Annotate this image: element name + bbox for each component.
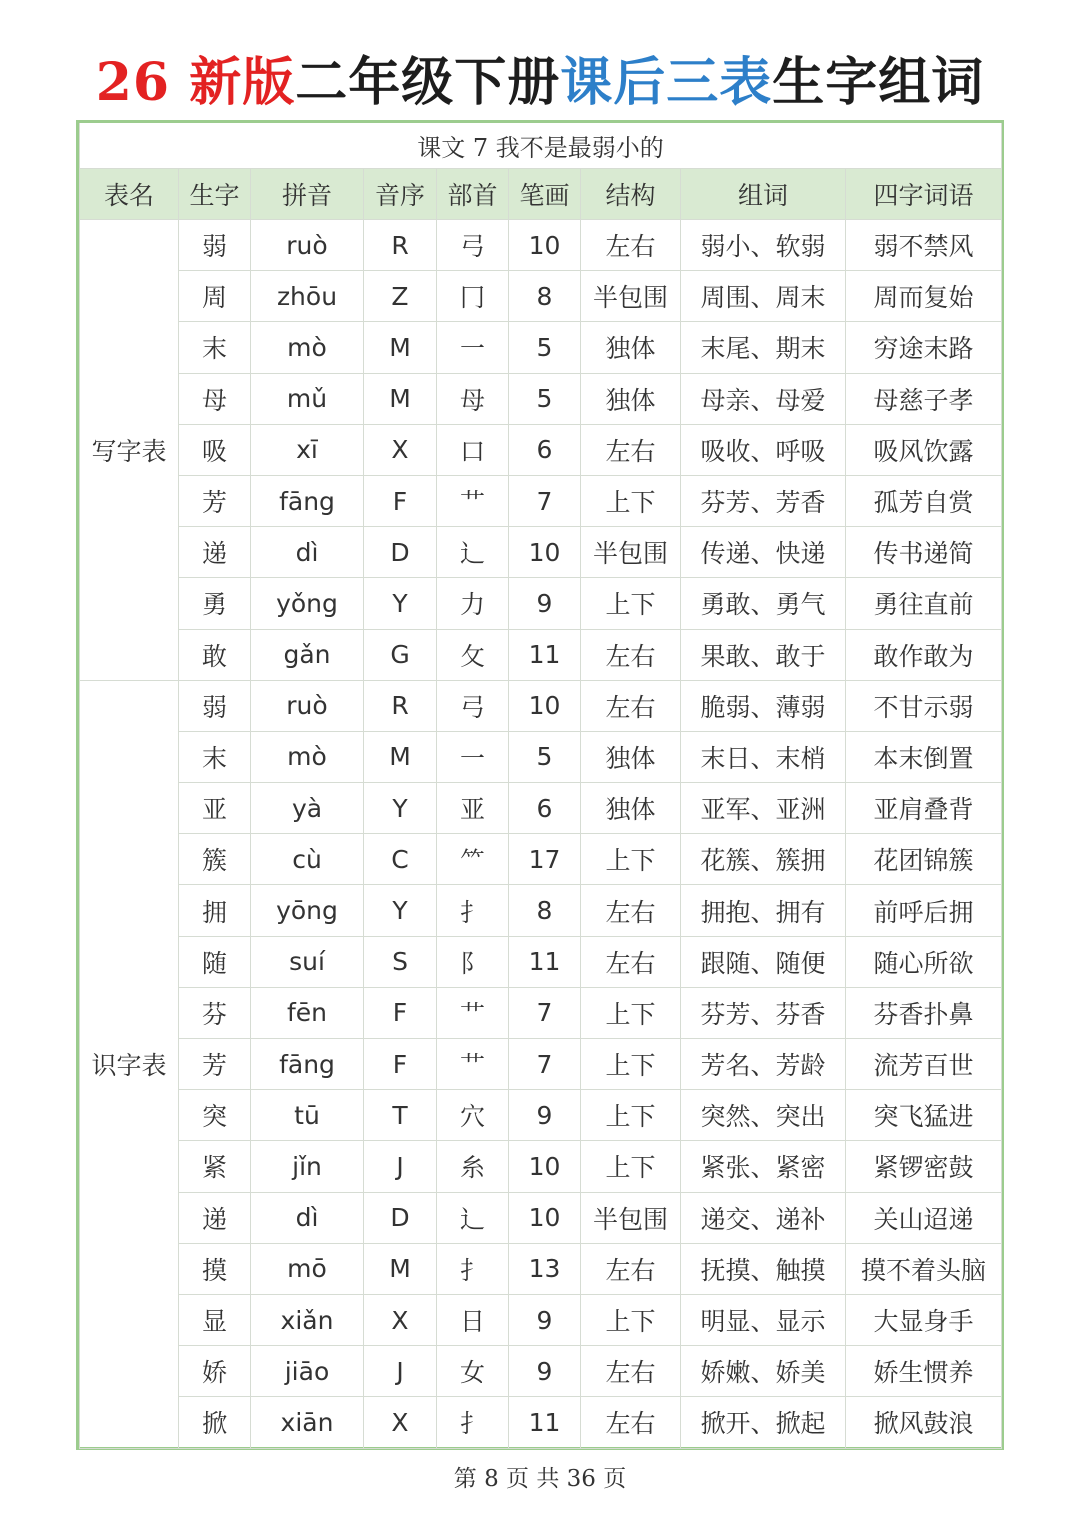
- word-group-cell: 跟随、随便: [681, 936, 846, 987]
- radical-cell: 艹: [437, 475, 509, 526]
- pinyin-cell: zhōu: [251, 271, 364, 322]
- initial-cell: Y: [364, 578, 437, 629]
- word-group-cell: 拥抱、拥有: [681, 885, 846, 936]
- structure-cell: 半包围: [581, 527, 681, 578]
- table-row: [80, 1141, 1002, 1192]
- word-group-cell: 果敢、敢于: [681, 629, 846, 680]
- structure-cell: 左右: [581, 629, 681, 680]
- initial-cell: S: [364, 936, 437, 987]
- stroke-count-cell: 7: [509, 1039, 581, 1090]
- structure-cell: 上下: [581, 1090, 681, 1141]
- column-header: 结构: [581, 169, 681, 220]
- radical-cell: 日: [437, 1294, 509, 1345]
- character-cell: 母: [179, 373, 251, 424]
- character-cell: 敢: [179, 629, 251, 680]
- word-group-cell: 弱小、软弱: [681, 220, 846, 271]
- column-header: 音序: [364, 169, 437, 220]
- initial-cell: F: [364, 987, 437, 1038]
- initial-cell: Y: [364, 783, 437, 834]
- initial-cell: J: [364, 1141, 437, 1192]
- page-footer: 第 8 页 共 36 页: [453, 1466, 627, 1492]
- initial-cell: M: [364, 1243, 437, 1294]
- pinyin-cell: xiān: [251, 1397, 364, 1448]
- idiom-cell: 花团锦簇: [846, 834, 1002, 885]
- idiom-cell: 流芳百世: [846, 1039, 1002, 1090]
- stroke-count-cell: 9: [509, 578, 581, 629]
- table-row: [80, 424, 1002, 475]
- idiom-cell: 勇往直前: [846, 578, 1002, 629]
- word-group-cell: 芬芳、芳香: [681, 475, 846, 526]
- initial-cell: F: [364, 475, 437, 526]
- stroke-count-cell: 11: [509, 936, 581, 987]
- word-group-cell: 紧张、紧密: [681, 1141, 846, 1192]
- table-row: [80, 1294, 1002, 1345]
- word-group-cell: 脆弱、薄弱: [681, 680, 846, 731]
- idiom-cell: 大显身手: [846, 1294, 1002, 1345]
- structure-cell: 左右: [581, 424, 681, 475]
- stroke-count-cell: 8: [509, 271, 581, 322]
- word-group-cell: 掀开、掀起: [681, 1397, 846, 1448]
- initial-cell: J: [364, 1346, 437, 1397]
- idiom-cell: 不甘示弱: [846, 680, 1002, 731]
- pinyin-cell: yōng: [251, 885, 364, 936]
- column-header: 四字词语: [846, 169, 1002, 220]
- idiom-cell: 弱不禁风: [846, 220, 1002, 271]
- word-group-cell: 芬芳、芬香: [681, 987, 846, 1038]
- header-row: [80, 169, 1002, 220]
- character-cell: 吸: [179, 424, 251, 475]
- structure-cell: 上下: [581, 475, 681, 526]
- initial-cell: M: [364, 322, 437, 373]
- idiom-cell: 娇生惯养: [846, 1346, 1002, 1397]
- radical-cell: 弓: [437, 680, 509, 731]
- structure-cell: 独体: [581, 322, 681, 373]
- title-part-2: 二年级下册: [295, 52, 561, 113]
- column-header: 组词: [681, 169, 846, 220]
- word-group-cell: 勇敢、勇气: [681, 578, 846, 629]
- pinyin-cell: tū: [251, 1090, 364, 1141]
- idiom-cell: 母慈子孝: [846, 373, 1002, 424]
- radical-cell: 一: [437, 731, 509, 782]
- initial-cell: M: [364, 373, 437, 424]
- idiom-cell: 敢作敢为: [846, 629, 1002, 680]
- pinyin-cell: mò: [251, 322, 364, 373]
- character-cell: 芳: [179, 1039, 251, 1090]
- stroke-count-cell: 11: [509, 629, 581, 680]
- stroke-count-cell: 10: [509, 1141, 581, 1192]
- character-cell: 显: [179, 1294, 251, 1345]
- idiom-cell: 随心所欲: [846, 936, 1002, 987]
- radical-cell: 糸: [437, 1141, 509, 1192]
- idiom-cell: 突飞猛进: [846, 1090, 1002, 1141]
- character-cell: 末: [179, 731, 251, 782]
- stroke-count-cell: 9: [509, 1294, 581, 1345]
- word-group-cell: 母亲、母爱: [681, 373, 846, 424]
- pinyin-cell: ruò: [251, 220, 364, 271]
- word-group-cell: 亚军、亚洲: [681, 783, 846, 834]
- character-cell: 摸: [179, 1243, 251, 1294]
- pinyin-cell: cù: [251, 834, 364, 885]
- initial-cell: M: [364, 731, 437, 782]
- table-row: [80, 629, 1002, 680]
- pinyin-cell: mō: [251, 1243, 364, 1294]
- idiom-cell: 孤芳自赏: [846, 475, 1002, 526]
- radical-cell: 艹: [437, 987, 509, 1038]
- word-group-cell: 娇嫩、娇美: [681, 1346, 846, 1397]
- table-row: [80, 271, 1002, 322]
- stroke-count-cell: 7: [509, 475, 581, 526]
- initial-cell: D: [364, 1192, 437, 1243]
- idiom-cell: 前呼后拥: [846, 885, 1002, 936]
- vocab-table-frame: [76, 120, 1004, 1450]
- word-group-cell: 递交、递补: [681, 1192, 846, 1243]
- pinyin-cell: mò: [251, 731, 364, 782]
- initial-cell: F: [364, 1039, 437, 1090]
- word-group-cell: 突然、突出: [681, 1090, 846, 1141]
- structure-cell: 左右: [581, 936, 681, 987]
- word-group-cell: 末日、末梢: [681, 731, 846, 782]
- column-header: 生字: [179, 169, 251, 220]
- structure-cell: 上下: [581, 1039, 681, 1090]
- structure-cell: 左右: [581, 680, 681, 731]
- character-cell: 弱: [179, 680, 251, 731]
- radical-cell: 扌: [437, 885, 509, 936]
- table-row: [80, 373, 1002, 424]
- radical-cell: ⺮: [437, 834, 509, 885]
- table-row: [80, 578, 1002, 629]
- pinyin-cell: fāng: [251, 1039, 364, 1090]
- table-row: [80, 783, 1002, 834]
- column-header: 笔画: [509, 169, 581, 220]
- radical-cell: 穴: [437, 1090, 509, 1141]
- stroke-count-cell: 13: [509, 1243, 581, 1294]
- table-row: [80, 987, 1002, 1038]
- pinyin-cell: dì: [251, 1192, 364, 1243]
- table-row: [80, 680, 1002, 731]
- initial-cell: G: [364, 629, 437, 680]
- structure-cell: 上下: [581, 578, 681, 629]
- word-group-cell: 传递、快递: [681, 527, 846, 578]
- structure-cell: 独体: [581, 783, 681, 834]
- structure-cell: 左右: [581, 220, 681, 271]
- structure-cell: 上下: [581, 834, 681, 885]
- radical-cell: 艹: [437, 1039, 509, 1090]
- structure-cell: 左右: [581, 1346, 681, 1397]
- radical-cell: 一: [437, 322, 509, 373]
- pinyin-cell: fāng: [251, 475, 364, 526]
- pinyin-cell: yǒng: [251, 578, 364, 629]
- idiom-cell: 本末倒置: [846, 731, 1002, 782]
- idiom-cell: 关山迢递: [846, 1192, 1002, 1243]
- idiom-cell: 周而复始: [846, 271, 1002, 322]
- stroke-count-cell: 10: [509, 680, 581, 731]
- initial-cell: X: [364, 1397, 437, 1448]
- radical-cell: 攵: [437, 629, 509, 680]
- character-cell: 娇: [179, 1346, 251, 1397]
- pinyin-cell: jiāo: [251, 1346, 364, 1397]
- word-group-cell: 抚摸、触摸: [681, 1243, 846, 1294]
- table-row: [80, 1192, 1002, 1243]
- character-cell: 紧: [179, 1141, 251, 1192]
- idiom-cell: 亚肩叠背: [846, 783, 1002, 834]
- table-row: [80, 1090, 1002, 1141]
- character-cell: 周: [179, 271, 251, 322]
- initial-cell: Y: [364, 885, 437, 936]
- pinyin-cell: yà: [251, 783, 364, 834]
- stroke-count-cell: 7: [509, 987, 581, 1038]
- stroke-count-cell: 10: [509, 527, 581, 578]
- initial-cell: C: [364, 834, 437, 885]
- table-row: [80, 1243, 1002, 1294]
- word-group-cell: 周围、周末: [681, 271, 846, 322]
- pinyin-cell: mǔ: [251, 373, 364, 424]
- stroke-count-cell: 10: [509, 220, 581, 271]
- radical-cell: 女: [437, 1346, 509, 1397]
- table-row: [80, 885, 1002, 936]
- page-title: [0, 40, 1080, 115]
- table-row: [80, 322, 1002, 373]
- vocab-table: [79, 123, 1002, 1449]
- radical-cell: 母: [437, 373, 509, 424]
- word-group-cell: 芳名、芳龄: [681, 1039, 846, 1090]
- radical-cell: 扌: [437, 1243, 509, 1294]
- pinyin-cell: dì: [251, 527, 364, 578]
- structure-cell: 左右: [581, 1397, 681, 1448]
- character-cell: 勇: [179, 578, 251, 629]
- initial-cell: X: [364, 1294, 437, 1345]
- pinyin-cell: ruò: [251, 680, 364, 731]
- structure-cell: 上下: [581, 987, 681, 1038]
- structure-cell: 独体: [581, 373, 681, 424]
- idiom-cell: 穷途末路: [846, 322, 1002, 373]
- stroke-count-cell: 9: [509, 1090, 581, 1141]
- title-part-3: 课后三表: [560, 52, 773, 113]
- stroke-count-cell: 8: [509, 885, 581, 936]
- word-group-cell: 吸收、呼吸: [681, 424, 846, 475]
- pinyin-cell: xī: [251, 424, 364, 475]
- initial-cell: D: [364, 527, 437, 578]
- stroke-count-cell: 9: [509, 1346, 581, 1397]
- table-row: [80, 475, 1002, 526]
- pinyin-cell: fēn: [251, 987, 364, 1038]
- word-group-cell: 花簇、簇拥: [681, 834, 846, 885]
- radical-cell: 扌: [437, 1397, 509, 1448]
- table-row: [80, 527, 1002, 578]
- structure-cell: 左右: [581, 1243, 681, 1294]
- radical-cell: 辶: [437, 527, 509, 578]
- column-header: 拼音: [251, 169, 364, 220]
- stroke-count-cell: 5: [509, 322, 581, 373]
- character-cell: 末: [179, 322, 251, 373]
- word-group-cell: 末尾、期末: [681, 322, 846, 373]
- character-cell: 簇: [179, 834, 251, 885]
- stroke-count-cell: 10: [509, 1192, 581, 1243]
- structure-cell: 半包围: [581, 1192, 681, 1243]
- character-cell: 递: [179, 527, 251, 578]
- title-part-4: 生字组词: [772, 52, 985, 113]
- character-cell: 拥: [179, 885, 251, 936]
- radical-cell: 力: [437, 578, 509, 629]
- stroke-count-cell: 5: [509, 373, 581, 424]
- radical-cell: 口: [437, 424, 509, 475]
- stroke-count-cell: 5: [509, 731, 581, 782]
- stroke-count-cell: 17: [509, 834, 581, 885]
- stroke-count-cell: 11: [509, 1397, 581, 1448]
- initial-cell: X: [364, 424, 437, 475]
- character-cell: 芬: [179, 987, 251, 1038]
- pinyin-cell: suí: [251, 936, 364, 987]
- character-cell: 掀: [179, 1397, 251, 1448]
- idiom-cell: 摸不着头脑: [846, 1243, 1002, 1294]
- pinyin-cell: jǐn: [251, 1141, 364, 1192]
- table-row: [80, 220, 1002, 271]
- group-name-cell: 写字表: [80, 220, 179, 681]
- initial-cell: R: [364, 680, 437, 731]
- radical-cell: 辶: [437, 1192, 509, 1243]
- stroke-count-cell: 6: [509, 783, 581, 834]
- group-name-cell: 识字表: [80, 680, 179, 1448]
- table-row: [80, 1039, 1002, 1090]
- structure-cell: 左右: [581, 885, 681, 936]
- stroke-count-cell: 6: [509, 424, 581, 475]
- table-row: [80, 1346, 1002, 1397]
- idiom-cell: 传书递简: [846, 527, 1002, 578]
- character-cell: 突: [179, 1090, 251, 1141]
- table-body: [80, 220, 1002, 1449]
- initial-cell: T: [364, 1090, 437, 1141]
- word-group-cell: 明显、显示: [681, 1294, 846, 1345]
- pinyin-cell: xiǎn: [251, 1294, 364, 1345]
- lesson-title: 课文 7 我不是最弱小的: [80, 123, 1002, 169]
- idiom-cell: 紧锣密鼓: [846, 1141, 1002, 1192]
- column-header: 表名: [80, 169, 179, 220]
- structure-cell: 上下: [581, 1141, 681, 1192]
- character-cell: 芳: [179, 475, 251, 526]
- structure-cell: 上下: [581, 1294, 681, 1345]
- radical-cell: 弓: [437, 220, 509, 271]
- radical-cell: 冂: [437, 271, 509, 322]
- table-row: [80, 936, 1002, 987]
- table-row: [80, 731, 1002, 782]
- idiom-cell: 掀风鼓浪: [846, 1397, 1002, 1448]
- table-row: [80, 834, 1002, 885]
- column-header: 部首: [437, 169, 509, 220]
- character-cell: 递: [179, 1192, 251, 1243]
- character-cell: 弱: [179, 220, 251, 271]
- idiom-cell: 吸风饮露: [846, 424, 1002, 475]
- title-part-1: 26 新版: [95, 52, 296, 113]
- initial-cell: R: [364, 220, 437, 271]
- structure-cell: 半包围: [581, 271, 681, 322]
- structure-cell: 独体: [581, 731, 681, 782]
- character-cell: 亚: [179, 783, 251, 834]
- idiom-cell: 芬香扑鼻: [846, 987, 1002, 1038]
- radical-cell: 阝: [437, 936, 509, 987]
- initial-cell: Z: [364, 271, 437, 322]
- character-cell: 随: [179, 936, 251, 987]
- table-row: [80, 1397, 1002, 1448]
- radical-cell: 亚: [437, 783, 509, 834]
- pinyin-cell: gǎn: [251, 629, 364, 680]
